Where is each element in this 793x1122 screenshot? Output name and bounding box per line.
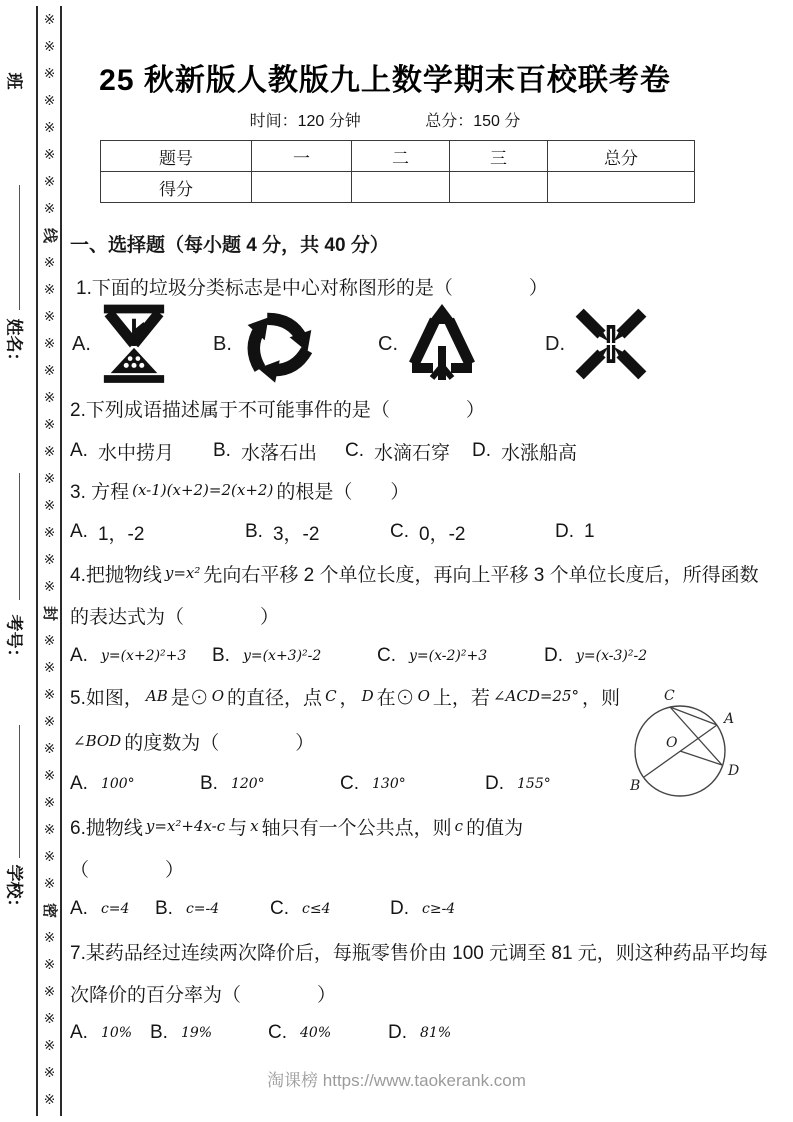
seal-character: 密	[40, 902, 58, 919]
seal-symbol: ※	[43, 146, 56, 162]
seal-symbol: ※	[43, 497, 56, 513]
question-7-line2: 次降价的百分率为（ ）	[70, 984, 337, 1006]
q5-seg: 的直径，点	[227, 687, 323, 709]
option-formula: c≥-4	[422, 901, 456, 917]
seal-symbol: ※	[43, 11, 56, 27]
q1-option-a	[72, 298, 169, 390]
option-formula: 81%	[420, 1025, 452, 1041]
question-7-line1: 7.某药品经过连续两次降价后，每瓶零售价由 100 元调至 81 元，则这种药品平均每	[70, 942, 768, 964]
seal-symbol: ※	[43, 713, 56, 729]
q7-option-c	[268, 1022, 388, 1044]
recycle-logo-icon	[240, 305, 316, 383]
seal-symbol: ※	[43, 281, 56, 297]
seal-line	[41, 6, 58, 1113]
q5-math: C	[325, 687, 337, 705]
option-formula: y=(x+3)²-2	[242, 648, 322, 664]
option-formula: y=(x+2)²+3	[100, 648, 187, 664]
option-formula: y=(x-2)²+3	[409, 648, 488, 664]
page-title: 25 秋新版人教版九上数学期末百校联考卷	[99, 64, 671, 97]
q6-option-c	[270, 898, 390, 920]
point-label-c: C	[664, 688, 675, 704]
score-cell-empty	[352, 172, 450, 203]
seal-symbol: ※	[43, 632, 56, 648]
score-table-header-cell: 一	[252, 141, 352, 172]
q5-seg: 在⊙	[376, 687, 415, 709]
q5-math: AB	[145, 687, 168, 705]
option-formula: c=4	[100, 901, 130, 917]
question-3-options	[70, 519, 786, 545]
seal-symbol: ※	[43, 794, 56, 810]
seal-symbol: ※	[43, 551, 56, 567]
q6-math: y=x²+4x-c	[145, 817, 226, 835]
q1-option-d	[545, 298, 649, 390]
triangle-arrow-logo-icon	[406, 304, 478, 384]
option-formula: 10%	[100, 1025, 133, 1041]
q3-option-b	[245, 519, 390, 546]
question-3-text	[70, 477, 786, 503]
q6-seg: 与	[228, 817, 248, 839]
seal-character: 线	[40, 227, 58, 244]
option-label: A.	[70, 645, 88, 666]
seal-border-right	[60, 6, 62, 1116]
score-table-header-cell: 三	[450, 141, 548, 172]
question-1-text: 1.下面的垃圾分类标志是中心对称图形的是（ ）	[76, 277, 548, 299]
q3-pre: 3. 方程	[70, 481, 130, 503]
option-label: D.	[555, 521, 574, 542]
q5-seg: ，则	[582, 687, 621, 709]
q4-post: 先向右平移 2 个单位长度，再向上平移 3 个单位长度后，所得函数	[203, 564, 759, 586]
q5-math: O	[417, 687, 430, 705]
option-text: 0，-2	[419, 523, 466, 545]
section-heading: 一、选择题（每小题 4 分，共 40 分）	[70, 234, 389, 256]
seal-character: 封	[40, 605, 58, 622]
seal-symbol: ※	[43, 578, 56, 594]
option-label: A.	[70, 521, 88, 542]
q1-option-c	[378, 298, 478, 390]
q3-option-a	[70, 519, 245, 546]
q5-option-d	[485, 773, 554, 795]
option-formula: c=-4	[185, 901, 220, 917]
q5-option-c	[340, 773, 485, 795]
option-formula: 155°	[517, 776, 551, 792]
name-blank-line	[19, 473, 20, 600]
option-label: A.	[70, 773, 88, 794]
seal-symbol: ※	[43, 848, 56, 864]
option-label: C.	[270, 898, 289, 919]
seal-symbol: ※	[43, 416, 56, 432]
option-text: 水涨船高	[501, 442, 578, 464]
seal-symbol: ※	[43, 389, 56, 405]
option-label: A.	[70, 898, 88, 919]
question-1-options	[70, 298, 786, 390]
option-label: B.	[213, 440, 231, 461]
option-label: C.	[377, 645, 396, 666]
hourglass-logo-icon	[99, 303, 169, 385]
seal-symbol: ※	[43, 875, 56, 891]
seal-symbol: ※	[43, 659, 56, 675]
option-label: D.	[544, 645, 563, 666]
seal-symbol: ※	[43, 65, 56, 81]
seal-symbol: ※	[43, 929, 56, 945]
q1-option-b	[213, 298, 316, 390]
option-label: C.	[340, 773, 359, 794]
option-label: B.	[213, 332, 232, 355]
question-6-options	[70, 896, 786, 922]
seal-symbol: ※	[43, 1091, 56, 1107]
question-4-options	[70, 643, 786, 669]
option-label: A.	[70, 1022, 88, 1043]
seal-symbol: ※	[43, 956, 56, 972]
side-label-school: 学校：	[4, 864, 24, 916]
q6-option-a	[70, 898, 155, 920]
seal-symbol: ※	[43, 740, 56, 756]
q4-option-c	[377, 645, 544, 667]
score-cell-empty	[252, 172, 352, 203]
seal-symbol: ※	[43, 254, 56, 270]
seal-symbol: ※	[43, 1010, 56, 1026]
seal-symbol: ※	[43, 1064, 56, 1080]
q4-option-d	[544, 645, 650, 667]
option-formula: 130°	[372, 776, 406, 792]
q2-option-b	[213, 438, 345, 465]
score-row-label: 得分	[101, 172, 252, 203]
q6-seg: 的值为	[466, 817, 524, 839]
question-2-options	[70, 438, 786, 464]
exam-no-blank-line	[19, 725, 20, 858]
q2-option-c	[345, 438, 472, 465]
question-7-options	[70, 1020, 786, 1046]
site-watermark: 淘课榜 https://www.taokerank.com	[267, 1071, 526, 1090]
converging-arrows-logo-icon	[573, 305, 649, 383]
q6-seg: 6.抛物线	[70, 817, 143, 839]
side-label-exam-no: 考号：	[4, 614, 24, 666]
option-label: D.	[388, 1022, 407, 1043]
seal-symbol: ※	[43, 38, 56, 54]
question-6-line2: （ ）	[70, 859, 185, 881]
option-text: 1	[584, 521, 595, 542]
q3-post: 的根是（ ）	[276, 481, 410, 503]
q5-math: ∠ACD=25°	[492, 687, 579, 705]
class-blank-line	[19, 185, 20, 310]
seal-symbol: ※	[43, 821, 56, 837]
exam-meta	[70, 108, 700, 131]
score-table-header-row	[101, 141, 695, 172]
q5-math: O	[211, 687, 225, 705]
option-text: 3，-2	[272, 523, 320, 545]
option-text: 1，-2	[97, 523, 145, 545]
q5-seg: 上，若	[432, 687, 490, 709]
score-table	[100, 140, 695, 203]
seal-symbol: ※	[43, 983, 56, 999]
q5-option-a	[70, 773, 200, 795]
option-label: C.	[345, 440, 364, 461]
q5-seg: 5.如图，	[70, 687, 143, 709]
q4-pre: 4.把抛物线	[70, 564, 162, 586]
option-formula: c≤4	[302, 901, 331, 917]
seal-symbol: ※	[43, 443, 56, 459]
option-label: A.	[72, 332, 91, 355]
side-label-name: 姓名：	[4, 318, 24, 370]
q4-option-a	[70, 645, 212, 667]
option-label: C.	[378, 332, 398, 355]
seal-symbol: ※	[43, 200, 56, 216]
option-formula: 19%	[180, 1025, 213, 1041]
option-label: B.	[245, 521, 263, 542]
option-label: A.	[70, 440, 88, 461]
q3-formula: (x-1)(x+2)=2(x+2)	[132, 481, 274, 499]
side-label-class: 班	[4, 72, 24, 90]
q6-math: x	[250, 817, 259, 835]
q5-seg: 的度数为（ ）	[124, 732, 315, 754]
score-cell-empty	[450, 172, 548, 203]
option-label: B.	[155, 898, 173, 919]
exam-total-score: 总分：150 分	[425, 113, 521, 130]
q6-seg: 轴只有一个公共点，则	[261, 817, 452, 839]
seal-border-left	[36, 6, 38, 1116]
option-text: 水落石出	[240, 442, 317, 464]
q3-option-d	[555, 521, 595, 543]
option-formula: y=(x-3)²-2	[576, 648, 648, 664]
seal-symbol: ※	[43, 1037, 56, 1053]
q6-option-b	[155, 898, 270, 920]
q7-option-b	[150, 1022, 268, 1044]
option-formula: 40%	[300, 1025, 332, 1041]
option-label: B.	[200, 773, 218, 794]
q5-seg: ，	[339, 687, 359, 709]
point-label-b: B	[630, 778, 641, 794]
option-label: D.	[485, 773, 504, 794]
question-4-line2: 的表达式为（ ）	[70, 606, 280, 628]
q5-option-b	[200, 773, 340, 795]
option-label: C.	[268, 1022, 287, 1043]
option-label: B.	[212, 645, 230, 666]
q7-option-d	[388, 1022, 454, 1044]
q4-option-b	[212, 645, 377, 667]
q3-option-c	[390, 519, 555, 546]
question-4-line1	[70, 560, 786, 586]
option-label: B.	[150, 1022, 168, 1043]
q6-option-d	[390, 898, 458, 920]
point-label-o: O	[666, 735, 678, 751]
option-text: 水中捞月	[97, 442, 174, 464]
q2-option-a	[70, 438, 213, 465]
question-5-block	[70, 683, 786, 813]
seal-symbol: ※	[43, 524, 56, 540]
seal-symbol: ※	[43, 335, 56, 351]
q5-math: D	[361, 687, 374, 705]
exam-time: 时间：120 分钟	[249, 113, 361, 130]
score-table-header-cell: 总分	[548, 141, 695, 172]
option-label: D.	[545, 332, 565, 355]
q6-math: c	[454, 817, 464, 835]
score-table-header-cell: 二	[352, 141, 450, 172]
seal-symbol: ※	[43, 119, 56, 135]
q4-formula: y=x²	[164, 564, 201, 582]
score-table-score-row	[101, 172, 695, 203]
point-label-d: D	[728, 763, 740, 779]
q7-option-a	[70, 1022, 150, 1044]
q2-option-d	[472, 438, 577, 465]
q5-math: ∠BOD	[73, 732, 122, 750]
circle-diagram	[620, 687, 750, 809]
option-label: D.	[390, 898, 409, 919]
seal-symbol: ※	[43, 308, 56, 324]
seal-symbol: ※	[43, 470, 56, 486]
question-6-line1	[70, 813, 786, 839]
option-label: C.	[390, 521, 409, 542]
seal-symbol: ※	[43, 767, 56, 783]
question-2-text: 2.下列成语描述属于不可能事件的是（ ）	[70, 399, 485, 421]
seal-symbol: ※	[43, 362, 56, 378]
q5-seg: 是⊙	[170, 687, 209, 709]
point-label-a: A	[724, 711, 735, 727]
option-label: D.	[472, 440, 491, 461]
option-formula: 100°	[100, 776, 135, 792]
score-cell-empty	[548, 172, 695, 203]
seal-symbol: ※	[43, 686, 56, 702]
seal-symbol: ※	[43, 173, 56, 189]
seal-symbol: ※	[43, 92, 56, 108]
option-formula: 120°	[230, 776, 265, 792]
option-text: 水滴石穿	[374, 442, 451, 464]
score-table-header-cell: 题号	[101, 141, 252, 172]
